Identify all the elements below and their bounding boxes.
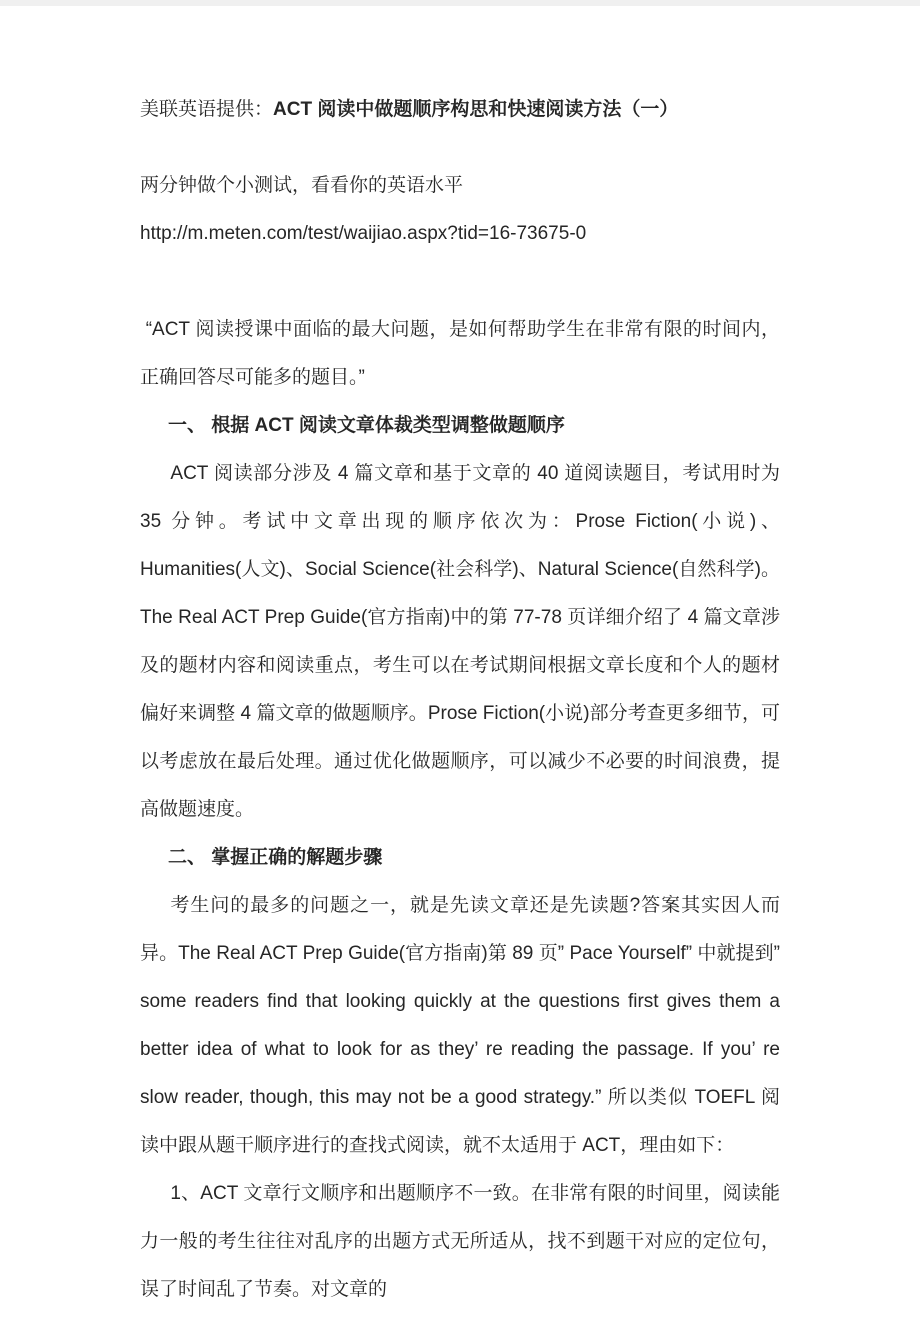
promo-url: http://m.meten.com/test/waijiao.aspx?tid=16-73675-0 xyxy=(140,223,587,244)
quote-paragraph: “ACT 阅读授课中面临的最大问题，是如何帮助学生在非常有限的时间内，正确回答尽可能多的题目。” xyxy=(140,319,780,388)
promo-text: 两分钟做个小测试，看看你的英语水平 xyxy=(140,175,464,196)
section-1-paragraph-1: ACT 阅读部分涉及 4 篇文章和基于文章的 40 道阅读题目，考试用时为 35 分钟。考试中文章出现的顺序依次为：Prose Fiction(小说)、Humanities(人文)、Social Science(社会科学)、Natural Science(自然科学)。The Real ACT Prep Guide(官方指南)中的第 77-78 页详细介绍了 4 篇文章涉及的题材内容和阅读重点，考生可以在考试期间根据文章长度和个人的题材偏好来调整 4 篇文章的做题顺序。Prose Fiction(小说)部分考查更多细节，可以考虑放在最后处理。通过优化做题顺序，可以减少不必要的时间浪费，提高做题速度。 xyxy=(140,463,780,820)
section-2-paragraph-1: 考生问的最多的问题之一，就是先读文章还是先读题?答案其实因人而异。The Real ACT Prep Guide(官方指南)第 89 页” Pace Yourself” 中就提到” some readers find that looking quickly at the questions first gives them a better idea of what to look for as they’ re reading the passage. If you’ re slow reader, though, this may not be a good strategy.” 所以类似 TOEFL 阅读中跟从题干顺序进行的查找式阅读，就不太适用于 ACT，理由如下： xyxy=(140,895,780,1156)
document-page xyxy=(0,6,920,1344)
section-1-heading: 一、 根据 ACT 阅读文章体裁类型调整做题顺序 xyxy=(168,415,565,436)
title-main: ACT 阅读中做题顺序构思和快速阅读方法（一） xyxy=(273,99,679,120)
section-2-paragraph-2: 1、ACT 文章行文顺序和出题顺序不一致。在非常有限的时间里，阅读能力一般的考生往往对乱序的出题方式无所适从，找不到题干对应的定位句，误了时间乱了节奏。对文章的 xyxy=(140,1183,780,1300)
title-prefix: 美联英语提供： xyxy=(140,99,274,120)
section-2-heading: 二、 掌握正确的解题步骤 xyxy=(168,847,383,868)
document-title-line xyxy=(140,86,780,134)
